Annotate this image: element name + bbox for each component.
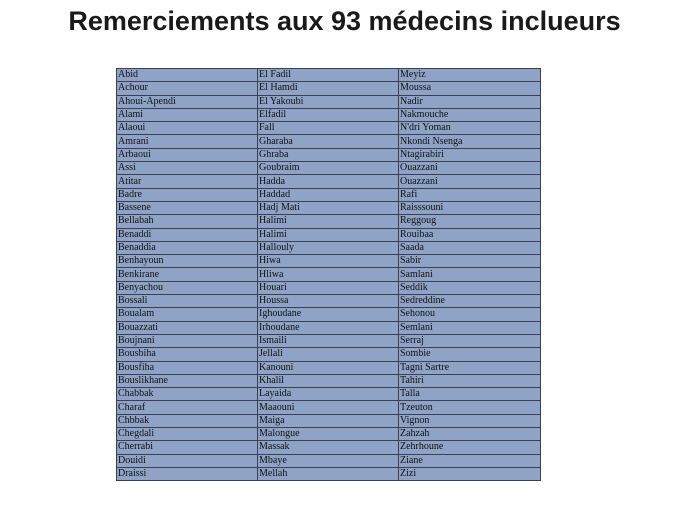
table-cell: Meyiz bbox=[399, 69, 541, 82]
table-cell: Vignon bbox=[399, 414, 541, 427]
table-row bbox=[117, 228, 541, 241]
table-cell: Sehonou bbox=[399, 308, 541, 321]
table-row bbox=[117, 321, 541, 334]
table-cell: Irhoudane bbox=[258, 321, 399, 334]
table-cell: Jellali bbox=[258, 348, 399, 361]
table-cell: Seddik bbox=[399, 281, 541, 294]
table-cell: Cherrabi bbox=[117, 441, 258, 454]
table-cell: Maiga bbox=[258, 414, 399, 427]
table-cell: Khalil bbox=[258, 374, 399, 387]
table-cell: Nadir bbox=[399, 95, 541, 108]
table-cell: Haddad bbox=[258, 188, 399, 201]
table-row bbox=[117, 268, 541, 281]
physician-names-table bbox=[116, 68, 541, 481]
table-row bbox=[117, 374, 541, 387]
table-cell: Ismaili bbox=[258, 334, 399, 347]
table-cell: Tahiri bbox=[399, 374, 541, 387]
table-cell: Benkirane bbox=[117, 268, 258, 281]
table-cell: El Yakoubi bbox=[258, 95, 399, 108]
table-cell: Bellabah bbox=[117, 215, 258, 228]
table-cell: Samlani bbox=[399, 268, 541, 281]
table-cell: Semlani bbox=[399, 321, 541, 334]
table-row bbox=[117, 69, 541, 82]
table-row bbox=[117, 122, 541, 135]
table-cell: Maaouni bbox=[258, 401, 399, 414]
table-cell: Arbaoui bbox=[117, 148, 258, 161]
table-cell: Rouibaa bbox=[399, 228, 541, 241]
table-cell: Achour bbox=[117, 82, 258, 95]
table-cell: Tzeuton bbox=[399, 401, 541, 414]
table-cell: Ouazzani bbox=[399, 162, 541, 175]
table-cell: Saada bbox=[399, 241, 541, 254]
table-cell: Talla bbox=[399, 388, 541, 401]
table-cell: Raisssouni bbox=[399, 201, 541, 214]
table-cell: Bousfiha bbox=[117, 361, 258, 374]
table-cell: El Fadil bbox=[258, 69, 399, 82]
table-cell: Hallouly bbox=[258, 241, 399, 254]
table-cell: Kanouni bbox=[258, 361, 399, 374]
page-title: Remerciements aux 93 médecins inclueurs bbox=[68, 6, 621, 36]
table-cell: Ntagirabiri bbox=[399, 148, 541, 161]
table-cell: Alami bbox=[117, 108, 258, 121]
table-cell: Hliwa bbox=[258, 268, 399, 281]
table-cell: Draissi bbox=[117, 467, 258, 480]
table-row bbox=[117, 241, 541, 254]
table-row bbox=[117, 175, 541, 188]
table-body bbox=[117, 69, 541, 481]
table-row bbox=[117, 135, 541, 148]
table-row bbox=[117, 295, 541, 308]
table-cell: Badre bbox=[117, 188, 258, 201]
table-cell: Halimi bbox=[258, 228, 399, 241]
table-cell: Layaida bbox=[258, 388, 399, 401]
table-cell: Fall bbox=[258, 122, 399, 135]
table-cell: Sombie bbox=[399, 348, 541, 361]
table-cell: Boujnani bbox=[117, 334, 258, 347]
table-cell: Bousbiha bbox=[117, 348, 258, 361]
table-row bbox=[117, 162, 541, 175]
table-row bbox=[117, 108, 541, 121]
table-cell: Mellah bbox=[258, 467, 399, 480]
table-cell: Abid bbox=[117, 69, 258, 82]
table-row bbox=[117, 401, 541, 414]
table-cell: Reggoug bbox=[399, 215, 541, 228]
table-cell: Ighoudane bbox=[258, 308, 399, 321]
table-row bbox=[117, 281, 541, 294]
table-cell: Rafi bbox=[399, 188, 541, 201]
table-row bbox=[117, 414, 541, 427]
table-row bbox=[117, 82, 541, 95]
table-cell: Boualam bbox=[117, 308, 258, 321]
table-cell: Ahoui-Apendi bbox=[117, 95, 258, 108]
table-cell: Nakmouche bbox=[399, 108, 541, 121]
table-row bbox=[117, 467, 541, 480]
table-row bbox=[117, 428, 541, 441]
table-cell: Benyachou bbox=[117, 281, 258, 294]
table-cell: Zahzah bbox=[399, 428, 541, 441]
table-cell: Amrani bbox=[117, 135, 258, 148]
table-cell: Halimi bbox=[258, 215, 399, 228]
table-cell: Elfadil bbox=[258, 108, 399, 121]
table-cell: Gharaba bbox=[258, 135, 399, 148]
table-row bbox=[117, 308, 541, 321]
table-cell: Benaddi bbox=[117, 228, 258, 241]
table-cell: Bossali bbox=[117, 295, 258, 308]
table-cell: Malongue bbox=[258, 428, 399, 441]
table-cell: Ziane bbox=[399, 454, 541, 467]
table-cell: Massak bbox=[258, 441, 399, 454]
table-cell: Mbaye bbox=[258, 454, 399, 467]
table-cell: N'dri Yoman bbox=[399, 122, 541, 135]
table-cell: Moussa bbox=[399, 82, 541, 95]
table-row bbox=[117, 454, 541, 467]
table-cell: Chbbak bbox=[117, 414, 258, 427]
table-row bbox=[117, 201, 541, 214]
table-cell: Alaoui bbox=[117, 122, 258, 135]
table-cell: Zehrhoune bbox=[399, 441, 541, 454]
table-cell: Chabbak bbox=[117, 388, 258, 401]
table-cell: Hadda bbox=[258, 175, 399, 188]
table-cell: Bouslikhane bbox=[117, 374, 258, 387]
table-cell: Chegdali bbox=[117, 428, 258, 441]
table-cell: Sabir bbox=[399, 255, 541, 268]
table-row bbox=[117, 441, 541, 454]
table-cell: Bouazzati bbox=[117, 321, 258, 334]
table-row bbox=[117, 255, 541, 268]
table-cell: Hiwa bbox=[258, 255, 399, 268]
table-row bbox=[117, 148, 541, 161]
table-cell: Benhayoun bbox=[117, 255, 258, 268]
table-cell: El Hamdi bbox=[258, 82, 399, 95]
table-row bbox=[117, 334, 541, 347]
table-row bbox=[117, 348, 541, 361]
table-row bbox=[117, 215, 541, 228]
table-cell: Zizi bbox=[399, 467, 541, 480]
table-cell: Assi bbox=[117, 162, 258, 175]
table-cell: Sedreddine bbox=[399, 295, 541, 308]
table-cell: Houssa bbox=[258, 295, 399, 308]
table-cell: Goubraim bbox=[258, 162, 399, 175]
table-row bbox=[117, 388, 541, 401]
table-cell: Douidi bbox=[117, 454, 258, 467]
table-cell: Bassene bbox=[117, 201, 258, 214]
table-row bbox=[117, 188, 541, 201]
table-cell: Benaddia bbox=[117, 241, 258, 254]
table-row bbox=[117, 95, 541, 108]
table-cell: Ouazzani bbox=[399, 175, 541, 188]
table-cell: Charaf bbox=[117, 401, 258, 414]
table-cell: Atitar bbox=[117, 175, 258, 188]
table-cell: Ghraba bbox=[258, 148, 399, 161]
table-cell: Tagni Sartre bbox=[399, 361, 541, 374]
table-cell: Houari bbox=[258, 281, 399, 294]
table-cell: Hadj Mati bbox=[258, 201, 399, 214]
table-cell: Serraj bbox=[399, 334, 541, 347]
table-cell: Nkondi Nsenga bbox=[399, 135, 541, 148]
table-row bbox=[117, 361, 541, 374]
